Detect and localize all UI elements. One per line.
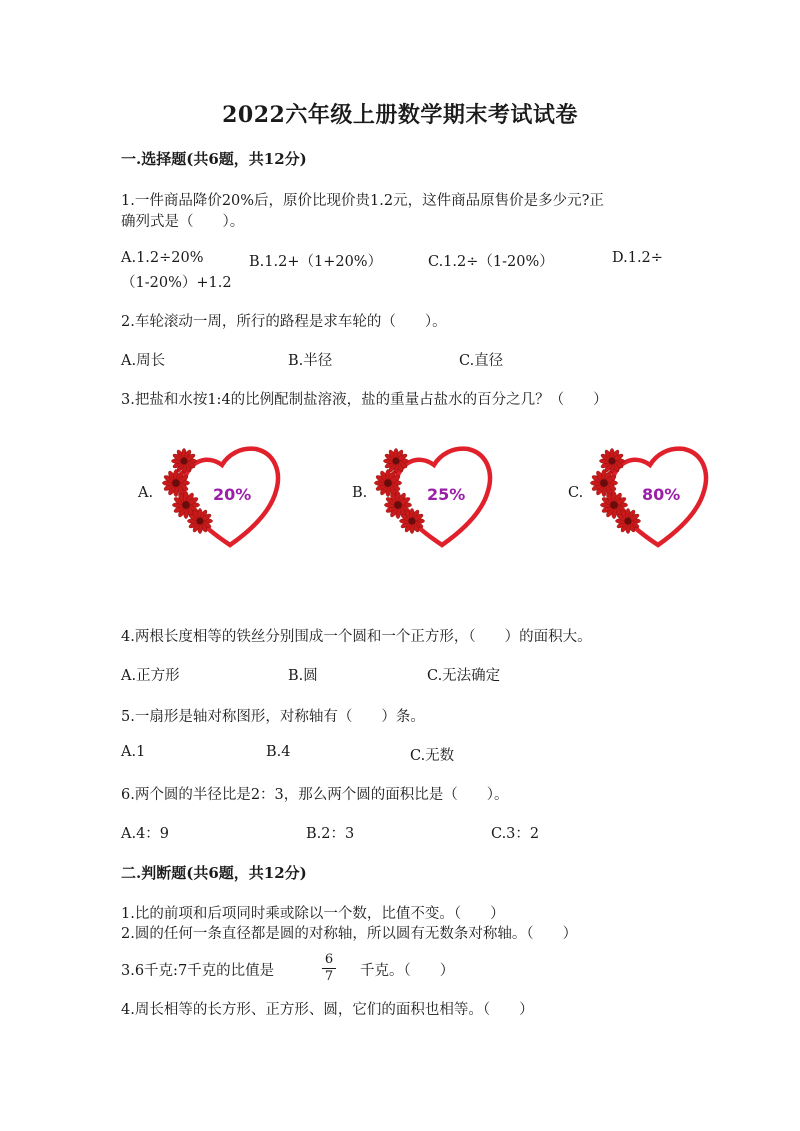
question-3-text: 3.把盐和水按1:4的比例配制盐溶液，盐的重量占盐水的百分之几？（ ） [121, 392, 608, 408]
question-1-option-c: C.1.2÷（1-20%） [428, 254, 554, 270]
question-3-option-b: B. [352, 485, 368, 501]
question-4-option-a: A.正方形 [121, 668, 180, 684]
question-6-option-c: C.3：2 [491, 826, 540, 842]
fraction-denominator: 7 [324, 969, 334, 984]
judgement-4-text: 4.周长相等的长方形、正方形、圆，它们的面积也相等。（ ） [121, 1002, 534, 1018]
question-2-option-c: C.直径 [459, 353, 504, 369]
fraction-numerator: 6 [324, 952, 334, 967]
question-3-option-a: A. [138, 485, 154, 501]
judgement-2-text: 2.圆的任何一条直径都是圆的对称轴，所以圆有无数条对称轴。（ ） [121, 926, 578, 942]
question-4-option-b: B.圆 [288, 668, 318, 684]
question-1-option-d: D.1.2÷ [612, 250, 663, 266]
heart-image-b [372, 445, 512, 555]
heart-image-c [588, 445, 728, 555]
question-5-text: 5.一扇形是轴对称图形，对称轴有（ ）条。 [121, 709, 425, 725]
heart-percent-a: 20% [213, 485, 252, 504]
section-heading-judgement: 二.判断题(共6题，共12分) [121, 864, 307, 882]
question-6-text: 6.两个圆的半径比是2：3，那么两个圆的面积比是（ ）。 [121, 787, 509, 803]
question-2-text: 2.车轮滚动一周，所行的路程是求车轮的（ ）。 [121, 314, 447, 330]
fraction-six-sevenths [322, 953, 336, 984]
heart-percent-b: 25% [427, 485, 466, 504]
question-5-option-b: B.4 [266, 744, 291, 760]
question-2-option-b: B.半径 [288, 353, 333, 369]
question-6-option-a: A.4：9 [121, 826, 170, 842]
question-6-option-b: B.2：3 [306, 826, 355, 842]
question-2-option-a: A.周长 [121, 353, 166, 369]
heart-percent-c: 80% [642, 485, 681, 504]
question-3-option-c: C. [568, 485, 584, 501]
question-4-text: 4.两根长度相等的铁丝分别围成一个圆和一个正方形，（ ）的面积大。 [121, 629, 592, 645]
question-1-option-a: A.1.2÷20% [121, 250, 204, 266]
judgement-3-prefix: 3.6千克:7千克的比值是 [121, 963, 275, 979]
question-1-line-1: 1.一件商品降价20%后，原价比现价贵1.2元，这件商品原售价是多少元?正 [121, 193, 604, 209]
question-1-line-2: 确列式是（ ）。 [121, 214, 245, 230]
heart-image-a [160, 445, 300, 555]
question-5-option-c: C.无数 [410, 748, 455, 764]
page-title: 2022六年级上册数学期末考试试卷 [222, 102, 578, 128]
question-1-option-b: B.1.2+（1+20%） [249, 254, 383, 270]
question-4-option-c: C.无法确定 [427, 668, 501, 684]
section-heading-choice: 一.选择题(共6题，共12分) [121, 150, 307, 168]
question-1-option-d-cont: （1-20%）+1.2 [121, 275, 232, 291]
question-5-option-a: A.1 [121, 744, 146, 760]
judgement-1-text: 1.比的前项和后项同时乘或除以一个数，比值不变。（ ） [121, 906, 505, 922]
judgement-3-suffix: 千克。（ ） [360, 963, 455, 979]
